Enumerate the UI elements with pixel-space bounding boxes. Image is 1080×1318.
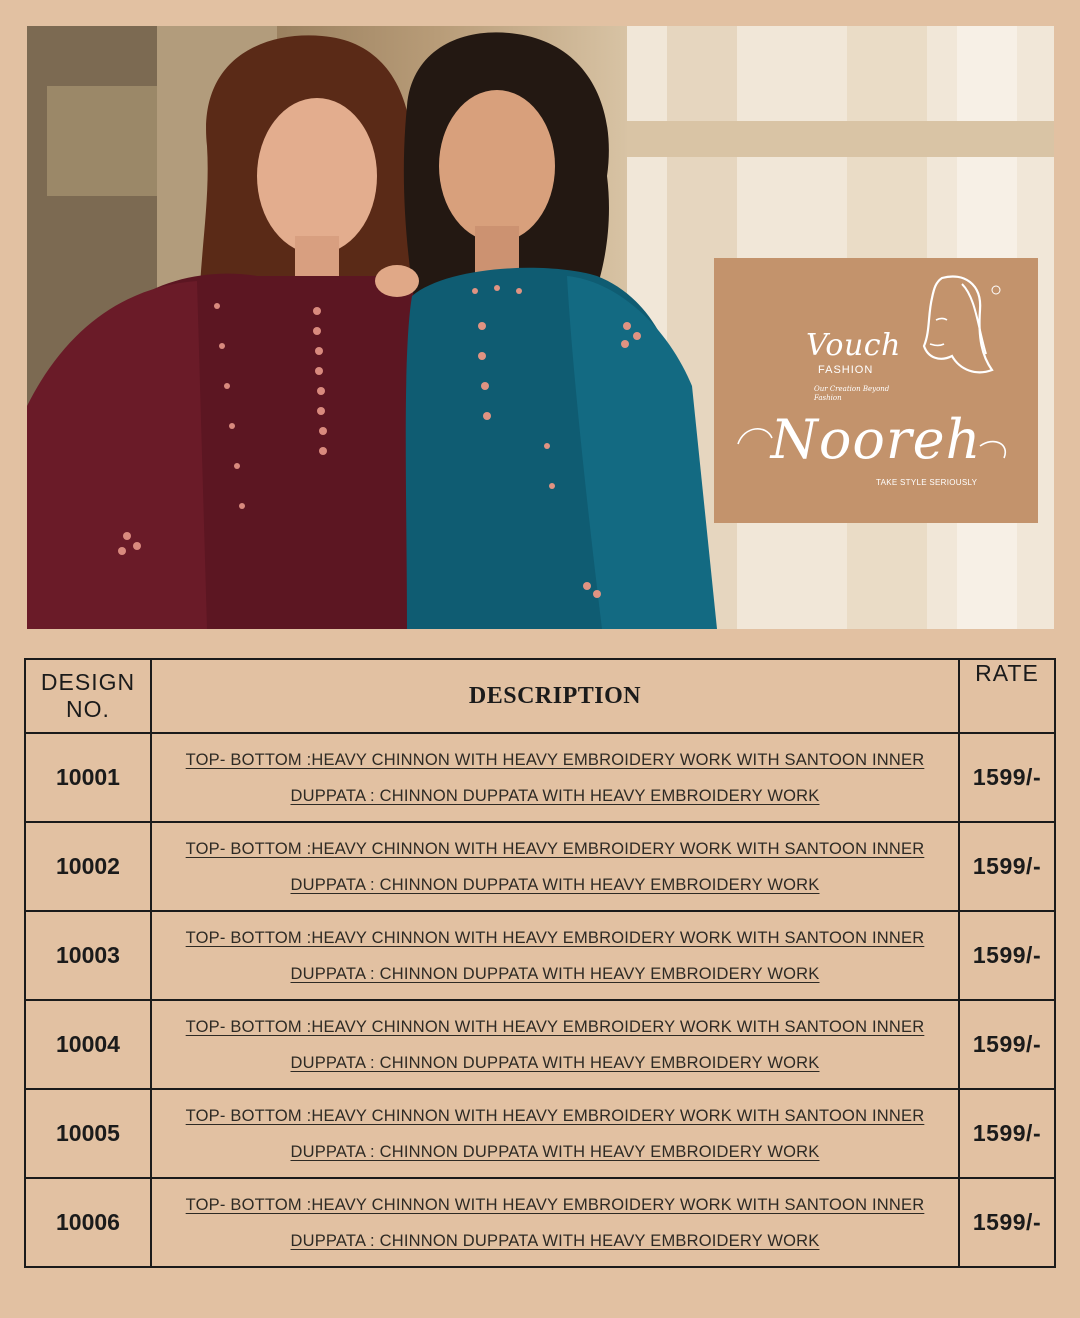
rate-value: 1599/- [959,1178,1055,1267]
table-row [25,1000,1055,1089]
description-cell [151,733,959,822]
description-line-duppata: DUPPATA : CHINNON DUPPATA WITH HEAVY EMBROIDERY WORK [290,786,820,805]
rate-value: 1599/- [959,1089,1055,1178]
header-design-line1: DESIGN [40,669,136,695]
rate-table [24,658,1056,1268]
description-cell [151,1089,959,1178]
right-model-face [439,90,555,242]
collection-name: Nooreh [770,408,982,471]
description-line-top-bottom: TOP- BOTTOM :HEAVY CHINNON WITH HEAVY EMBROIDERY WORK WITH SANTOON INNER [185,839,925,858]
design-number: 10005 [25,1089,151,1178]
design-number: 10003 [25,911,151,1000]
table-row [25,733,1055,822]
rate-value: 1599/- [959,733,1055,822]
description-cell [151,822,959,911]
design-number: 10001 [25,733,151,822]
logo-eye [936,319,947,321]
table-row [25,1178,1055,1267]
logo-face-outline [924,276,992,372]
logo-hair-line [962,284,986,354]
window-frame [47,86,167,196]
rate-value: 1599/- [959,822,1055,911]
table-row [25,822,1055,911]
description-line-duppata: DUPPATA : CHINNON DUPPATA WITH HEAVY EMBROIDERY WORK [290,1142,820,1161]
description-line-top-bottom: TOP- BOTTOM :HEAVY CHINNON WITH HEAVY EMBROIDERY WORK WITH SANTOON INNER [185,1106,925,1125]
description-cell [151,1178,959,1267]
design-number: 10004 [25,1000,151,1089]
brand-logo-text: Vouch [806,328,901,363]
description-line-top-bottom: TOP- BOTTOM :HEAVY CHINNON WITH HEAVY EMBROIDERY WORK WITH SANTOON INNER [185,750,925,769]
table-header-row [25,659,1055,733]
brand-small-tagline: Our Creation Beyond Fashion [814,385,890,402]
copyright-mark [992,286,1000,294]
pillar-capital [627,121,1054,157]
header-rate: RATE [959,659,1055,733]
header-design-no [25,659,151,733]
logo-lips [930,344,944,346]
design-number: 10002 [25,822,151,911]
description-line-duppata: DUPPATA : CHINNON DUPPATA WITH HEAVY EMBROIDERY WORK [290,1231,820,1250]
brand-card [714,258,1038,523]
header-description: DESCRIPTION [151,659,959,733]
description-cell [151,1000,959,1089]
description-line-top-bottom: TOP- BOTTOM :HEAVY CHINNON WITH HEAVY EMBROIDERY WORK WITH SANTOON INNER [185,928,925,947]
brand-slogan: TAKE STYLE SERIOUSLY [876,478,978,487]
description-line-duppata: DUPPATA : CHINNON DUPPATA WITH HEAVY EMBROIDERY WORK [290,1053,820,1072]
hand [375,265,419,297]
description-line-top-bottom: TOP- BOTTOM :HEAVY CHINNON WITH HEAVY EMBROIDERY WORK WITH SANTOON INNER [185,1017,925,1036]
rate-value: 1599/- [959,1000,1055,1089]
description-line-duppata: DUPPATA : CHINNON DUPPATA WITH HEAVY EMBROIDERY WORK [290,964,820,983]
brand-logo-subtext: FASHION [818,364,874,376]
design-number: 10006 [25,1178,151,1267]
description-line-top-bottom: TOP- BOTTOM :HEAVY CHINNON WITH HEAVY EMBROIDERY WORK WITH SANTOON INNER [185,1195,925,1214]
description-line-duppata: DUPPATA : CHINNON DUPPATA WITH HEAVY EMBROIDERY WORK [290,875,820,894]
description-cell [151,911,959,1000]
rate-value: 1599/- [959,911,1055,1000]
table-row [25,1089,1055,1178]
table-row [25,911,1055,1000]
left-model-face [257,98,377,254]
header-design-line2: NO. [66,696,110,722]
